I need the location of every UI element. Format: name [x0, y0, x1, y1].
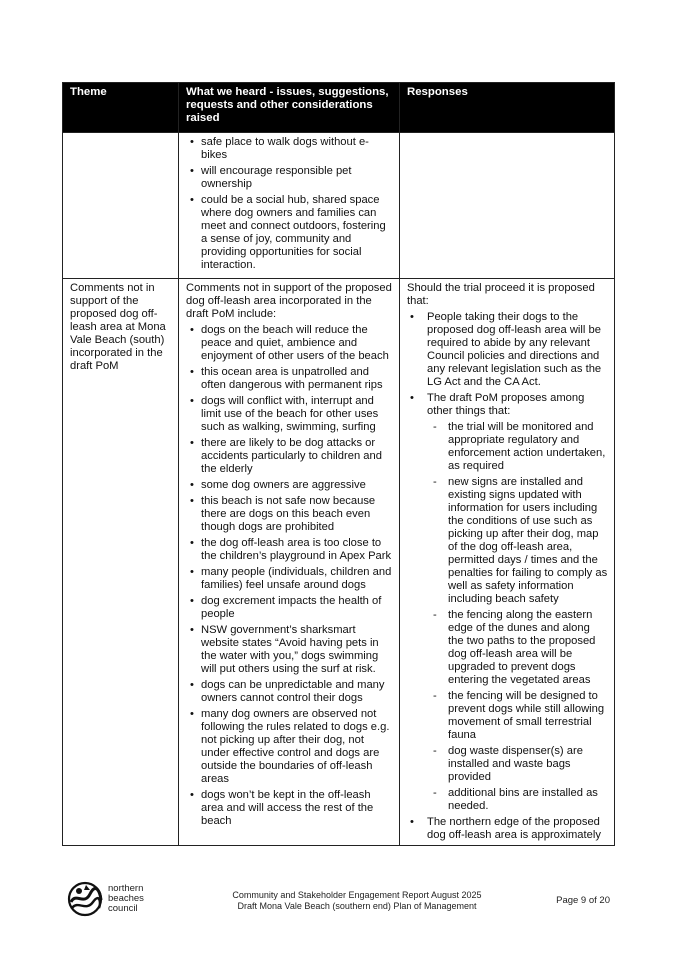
list-item: • will encourage responsible pet ownership	[186, 165, 393, 191]
footer-line-2: Draft Mona Vale Beach (southern end) Plan of Management	[237, 901, 477, 911]
row1-response-cell	[400, 133, 615, 279]
list-item: • many dog owners are observed not following the rules related to dogs e.g. not picking up after their dog, not under effective control and dogs are outside the boundaries of off-leash areas	[186, 708, 393, 786]
engagement-table	[62, 82, 615, 846]
row2-response-list	[407, 311, 608, 842]
list-item: - additional bins are installed as needed.	[427, 787, 608, 813]
header-what-we-heard: What we heard - issues, suggestions, requests and other considerations raised	[179, 83, 400, 133]
list-item: • The northern edge of the proposed dog off-leash area is approximately	[407, 816, 608, 842]
logo-text-line: council	[108, 903, 138, 914]
list-item: - the fencing will be designed to prevent dogs while still allowing movement of small terrestrial fauna	[427, 690, 608, 742]
page-number: Page 9 of 20	[556, 895, 610, 906]
list-item: • this beach is not safe now because there are dogs on this beach even though dogs are prohibited	[186, 495, 393, 534]
row2-response-cell	[400, 279, 615, 846]
list-item: • dogs can be unpredictable and many owners cannot control their dogs	[186, 679, 393, 705]
logo-text	[108, 884, 144, 914]
list-item: • dogs will conflict with, interrupt and limit use of the beach for other uses such as walking, swimming, surfing	[186, 395, 393, 434]
row2-heard-cell	[179, 279, 400, 846]
table-header-row	[63, 83, 615, 133]
list-item: • this ocean area is unpatrolled and often dangerous with permanent rips	[186, 366, 393, 392]
row2-response-intro: Should the trial proceed it is proposed that:	[407, 282, 595, 307]
list-item: • safe place to walk dogs without e-bikes	[186, 136, 393, 162]
table-row	[63, 279, 615, 846]
row1-heard-cell	[179, 133, 400, 279]
row2-heard-list	[186, 324, 393, 828]
logo-text-line: beaches	[108, 893, 144, 904]
list-item: • the dog off-leash area is too close to the children’s playground in Apex Park	[186, 537, 393, 563]
list-item: • NSW government’s sharksmart website states “Avoid having pets in the water with you,” dogs swimming will put others using the surf at risk.	[186, 624, 393, 676]
list-item: • some dog owners are aggressive	[186, 479, 393, 492]
row2-heard-intro: Comments not in support of the proposed dog off-leash area incorporated in the draft PoM include:	[186, 282, 392, 320]
footer-line-1: Community and Stakeholder Engagement Report August 2025	[232, 890, 482, 900]
table-row	[63, 133, 615, 279]
row2-response-item2-text: The draft PoM proposes among other things that:	[427, 392, 585, 417]
list-item: • People taking their dogs to the proposed dog off-leash area will be required to abide by any relevant Council policies and directions and any relevant legislation such as the LG Act and the CA Act.	[407, 311, 608, 389]
list-item: • many people (individuals, children and families) feel unsafe around dogs	[186, 566, 393, 592]
header-theme: Theme	[63, 83, 179, 133]
list-item: - dog waste dispenser(s) are installed and waste bags provided	[427, 745, 608, 784]
list-item: • dog excrement impacts the health of people	[186, 595, 393, 621]
footer-report-title	[212, 890, 502, 912]
list-item: - the trial will be monitored and appropriate regulatory and enforcement action undertaken, as required	[427, 421, 608, 473]
row1-theme-cell	[63, 133, 179, 279]
page-footer	[62, 880, 614, 920]
logo-text-line: northern	[108, 883, 144, 894]
list-item: • dogs won’t be kept in the off-leash area and will access the rest of the beach	[186, 789, 393, 828]
row2-theme-cell: Comments not in support of the proposed dog off-leash area at Mona Vale Beach (south) incorporated in the draft PoM	[63, 279, 179, 846]
list-item: - new signs are installed and existing signs updated with information for users including the conditions of use such as picking up after their dog, map of the dog off-leash area, permitted days / times and the penalties for failing to comply as well as safety information including beach safety	[427, 476, 608, 606]
list-item	[407, 392, 608, 813]
northern-beaches-council-logo-icon	[66, 880, 106, 918]
list-item: - the fencing along the eastern edge of the dunes and along the two paths to the proposed dog off-leash area will be upgraded to prevent dogs entering the vegetated areas	[427, 609, 608, 687]
row2-response-sublist	[427, 421, 608, 813]
list-item: • there are likely to be dog attacks or accidents particularly to children and the elderly	[186, 437, 393, 476]
list-item: • could be a social hub, shared space where dog owners and families can meet and connect outdoors, fostering a sense of joy, community and providing opportunities for social interaction.	[186, 194, 393, 272]
header-responses: Responses	[400, 83, 615, 133]
row1-heard-list	[186, 136, 393, 272]
list-item: • dogs on the beach will reduce the peace and quiet, ambience and enjoyment of other users of the beach	[186, 324, 393, 363]
